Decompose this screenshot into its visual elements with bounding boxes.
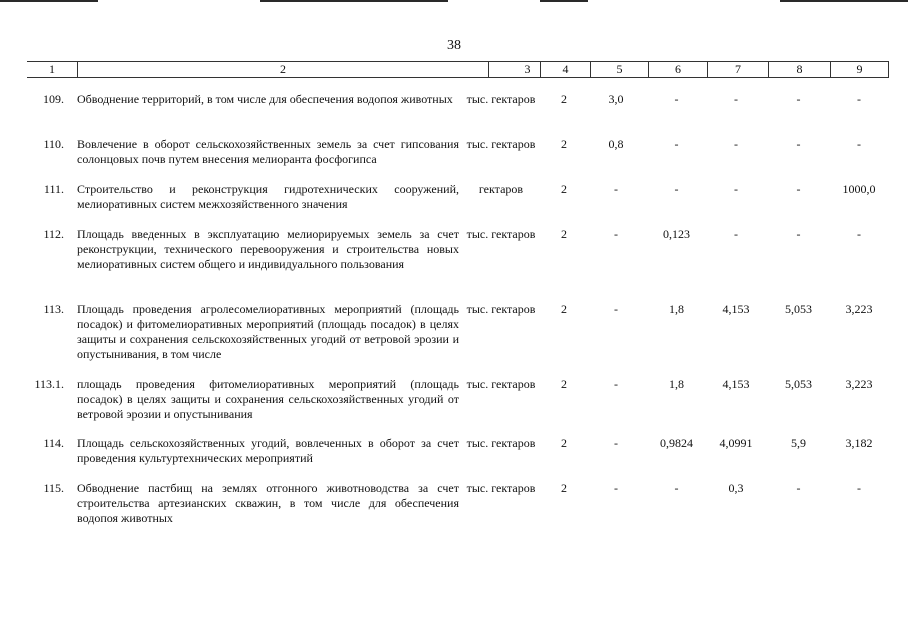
row-value-col7: - [734, 227, 738, 241]
row-indicator-name: Вовлечение в оборот сельскохозяйственных земель за счет гипсования солонцовых почв путем внесения мелиоранта фосфогипса [77, 137, 459, 166]
row-value-col7: 4,153 [722, 377, 750, 391]
row-value-col8: 5,053 [785, 377, 812, 391]
column-header-6: 6 [648, 62, 707, 77]
row-unit: тыс. гектаров [466, 227, 536, 241]
scan-edge-line [780, 0, 908, 2]
row-value-col6: - [674, 92, 679, 106]
column-header-3: 3 [488, 62, 566, 77]
column-header-9: 9 [830, 62, 889, 77]
row-number: 110. [43, 137, 64, 151]
row-value-col7: - [734, 182, 738, 196]
row-indicator-name: Площадь сельскохозяйственных угодий, вовлеченных в оборот за счет проведения культуртехнических мероприятий [77, 436, 459, 465]
row-unit: тыс. гектаров [466, 436, 536, 450]
row-number: 111. [43, 182, 64, 196]
column-header-2: 2 [77, 62, 488, 77]
row-value-col5: - [614, 302, 618, 316]
row-value-col4: 2 [561, 182, 567, 196]
scan-edge-line [540, 0, 588, 2]
row-value-col7: - [734, 92, 738, 106]
row-value-col8: 5,9 [791, 436, 806, 450]
row-value-col5: - [614, 436, 618, 450]
row-value-col6: - [674, 481, 679, 495]
row-value-col6: 1,8 [669, 377, 684, 391]
row-value-col7: 0,3 [728, 481, 744, 495]
table-header [27, 61, 889, 78]
scan-edge-line [0, 0, 98, 2]
row-indicator-name: Обводнение территорий, в том числе для обеспечения водопоя животных [77, 92, 453, 106]
row-value-col8: 5,053 [785, 302, 812, 316]
row-value-col9: - [857, 92, 861, 106]
row-value-col4: 2 [561, 436, 567, 450]
row-value-col8: - [796, 137, 801, 151]
row-value-col4: 2 [561, 377, 567, 391]
row-value-col9: - [857, 227, 861, 241]
row-value-col4: 2 [561, 137, 567, 151]
column-header-8: 8 [768, 62, 830, 77]
row-number: 112. [43, 227, 64, 241]
row-value-col4: 2 [561, 92, 567, 106]
column-header-4: 4 [540, 62, 590, 77]
row-number: 115. [43, 481, 64, 495]
row-unit: тыс. гектаров [466, 302, 536, 316]
row-value-col7: 4,153 [722, 302, 750, 316]
column-header-5: 5 [590, 62, 648, 77]
row-value-col5: - [614, 227, 618, 241]
row-indicator-name: площадь проведения фитомелиоративных мероприятий (площадь посадок) в целях защиты и сохранения сельскохозяйственных угодий от ветровой эрозии и опустынивания [77, 377, 459, 421]
scan-edge-line [260, 0, 448, 2]
row-number: 113.1. [34, 377, 64, 391]
row-value-col8: - [796, 182, 801, 196]
row-value-col9: 3,223 [845, 302, 873, 316]
row-unit: гектаров [478, 182, 524, 196]
column-header-7: 7 [707, 62, 768, 77]
row-number: 114. [43, 436, 64, 450]
row-value-col7: 4,0991 [719, 436, 753, 450]
row-value-col5: - [614, 182, 618, 196]
row-value-col8: - [796, 481, 801, 495]
page-number: 38 [447, 38, 461, 53]
row-indicator-name: Обводнение пастбищ на землях отгонного животноводства за счет строительства артезианских скважин, в том числе для обеспечения водопоя животных [77, 481, 459, 525]
row-unit: тыс. гектаров [466, 377, 536, 391]
row-value-col9: - [857, 481, 861, 495]
row-value-col8: - [796, 92, 801, 106]
row-indicator-name: Площадь введенных в эксплуатацию мелиорируемых земель за счет реконструкции, технического перевооружения и строительства новых мелиоративных систем общего и индивидуального пользования [77, 227, 459, 271]
row-value-col6: - [674, 182, 679, 196]
row-value-col5: 0,8 [608, 137, 624, 151]
row-value-col7: - [734, 137, 738, 151]
row-value-col6: - [674, 137, 679, 151]
row-value-col4: 2 [561, 227, 567, 241]
row-unit: тыс. гектаров [466, 92, 536, 106]
row-unit: тыс. гектаров [466, 481, 536, 495]
row-value-col5: - [614, 377, 618, 391]
column-header-1: 1 [49, 62, 55, 76]
row-value-col9: 3,182 [845, 436, 873, 450]
row-value-col8: - [796, 227, 801, 241]
row-value-col5: - [614, 481, 618, 495]
row-value-col5: 3,0 [608, 92, 624, 106]
row-unit: тыс. гектаров [466, 137, 536, 151]
row-value-col4: 2 [561, 302, 567, 316]
row-indicator-name: Площадь проведения агролесомелиоративных мероприятий (площадь посадок) и фитомелиоративных мероприятий (площадь посадок) в целях защиты и сохранения сельскохозяйственных угодий от ветровой эрозии и опустынивания, в том числе [77, 302, 459, 361]
row-value-col9: 3,223 [845, 377, 873, 391]
row-indicator-name: Строительство и реконструкция гидротехнических сооружений, мелиоративных систем межхозяйственного значения [77, 182, 459, 211]
row-value-col6: 0,9824 [660, 436, 693, 450]
row-value-col6: 0,123 [663, 227, 690, 241]
row-value-col6: 1,8 [669, 302, 684, 316]
row-value-col4: 2 [561, 481, 567, 495]
row-number: 113. [43, 302, 64, 316]
row-value-col9: 1000,0 [842, 182, 876, 196]
row-value-col9: - [857, 137, 861, 151]
row-number: 109. [43, 92, 64, 106]
